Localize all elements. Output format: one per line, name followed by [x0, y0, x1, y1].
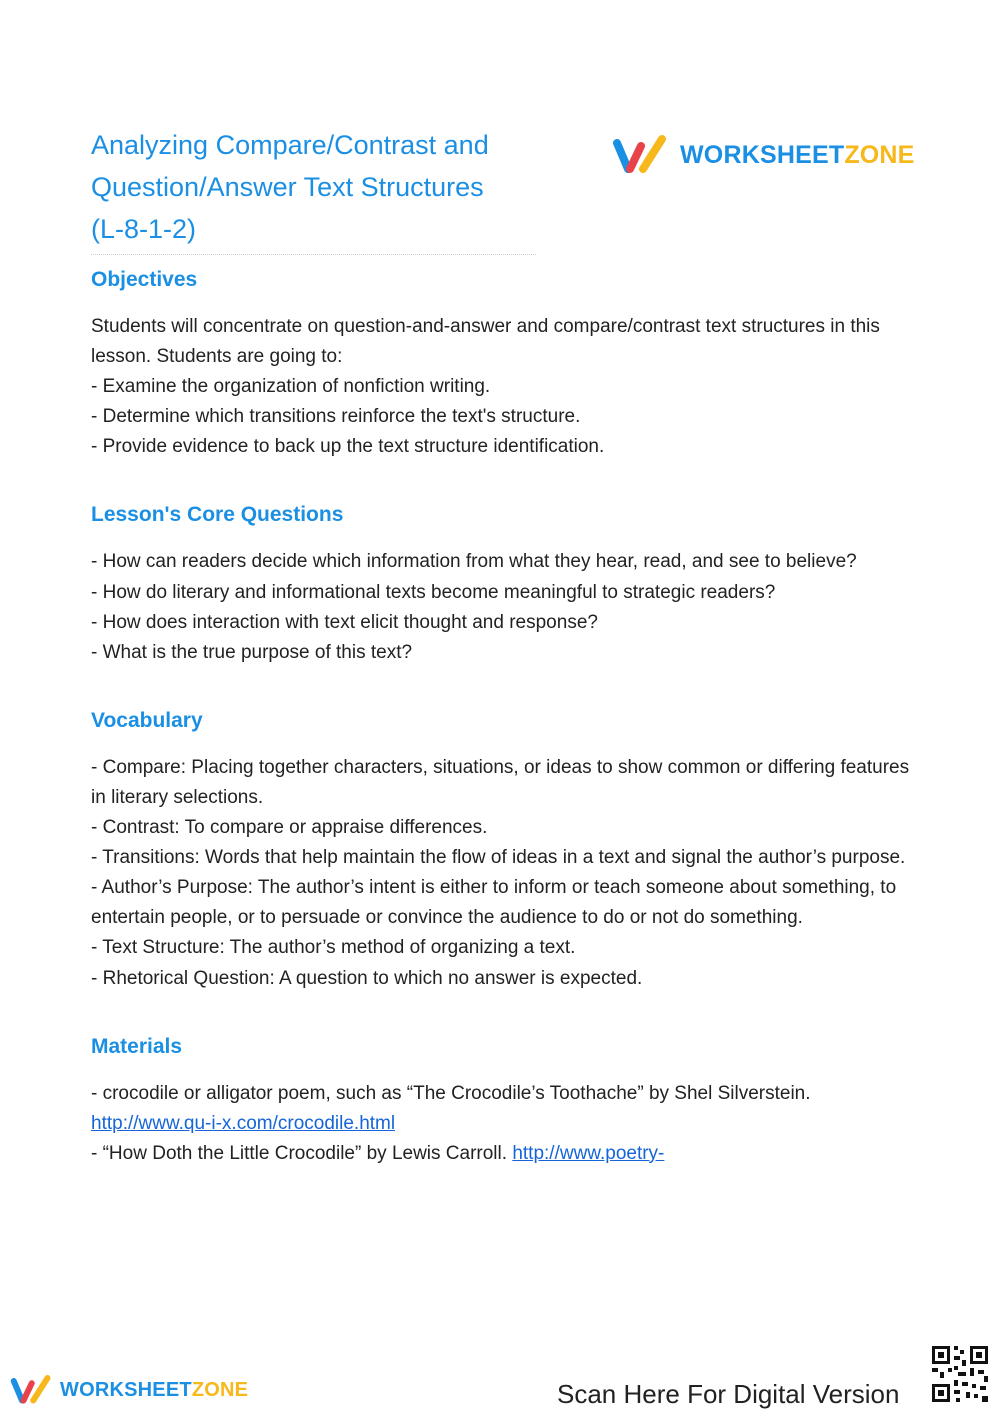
- objective-item: - Provide evidence to back up the text structure identification.: [91, 436, 605, 458]
- objective-item: - Examine the organization of nonfiction writing.: [91, 376, 491, 398]
- material-item-2-link[interactable]: http://www.poetry-: [512, 1142, 665, 1164]
- logo-w-icon: [612, 134, 668, 176]
- page-title: [91, 124, 536, 255]
- vocabulary-item: - Compare: Placing together characters, situations, or ideas to show common or differing features in literary selections.: [91, 756, 910, 808]
- material-item: [91, 1079, 921, 1139]
- title-line-1: Analyzing Compare/Contrast and: [91, 130, 489, 160]
- main-content: [91, 262, 921, 1169]
- vocabulary-item: - Author’s Purpose: The author’s intent is either to inform or teach someone about something, to entertain people, or to persuade or convince the audience to do or not do something.: [91, 877, 897, 929]
- logo-wordmark: [680, 141, 915, 170]
- objective-item: - Determine which transitions reinforce the text's structure.: [91, 406, 581, 428]
- worksheetzone-logo: [612, 134, 915, 176]
- footer-logo-w-icon: [10, 1374, 52, 1406]
- objectives-intro: Students will concentrate on question-and-answer and compare/contrast text structures in this lesson. Students are going to:: [91, 316, 880, 368]
- objectives-heading: Objectives: [91, 268, 198, 291]
- vocabulary-item: - Contrast: To compare or appraise differences.: [91, 817, 488, 839]
- vocabulary-heading: Vocabulary: [91, 708, 203, 732]
- scan-caption: Scan Here For Digital Version: [557, 1379, 900, 1409]
- core-question-item: - How can readers decide which information from what they hear, read, and see to believe?: [91, 551, 857, 573]
- material-item-1-text: - crocodile or alligator poem, such as “The Crocodile’s Toothache” by Shel Silverstein.: [91, 1082, 811, 1104]
- footer-logo-word-1: WORKSHEET: [60, 1378, 192, 1401]
- core-questions-body: [91, 547, 921, 667]
- core-questions-heading: Lesson's Core Questions: [91, 503, 344, 527]
- material-item: [91, 1139, 921, 1169]
- vocabulary-item: - Text Structure: The author’s method of organizing a text.: [91, 937, 576, 959]
- materials-heading: Materials: [91, 1034, 183, 1058]
- vocabulary-item: - Transitions: Words that help maintain the flow of ideas in a text and signal the author’s purpose.: [91, 847, 906, 869]
- footer-logo: [10, 1374, 248, 1406]
- materials-body: [91, 1079, 921, 1169]
- material-item-1-link[interactable]: http://www.qu-i-x.com/crocodile.html: [91, 1112, 396, 1134]
- qr-code-icon[interactable]: [926, 1340, 994, 1408]
- title-line-3: (L-8-1-2): [91, 214, 197, 244]
- core-question-item: - What is the true purpose of this text?: [91, 641, 413, 663]
- vocabulary-body: [91, 753, 921, 994]
- material-item-2-text: - “How Doth the Little Crocodile” by Lewis Carroll.: [91, 1142, 508, 1164]
- logo-word-2: ZONE: [844, 140, 915, 169]
- core-question-item: - How do literary and informational texts become meaningful to strategic readers?: [91, 581, 776, 603]
- core-question-item: - How does interaction with text elicit thought and response?: [91, 611, 598, 633]
- objectives-body: [91, 312, 921, 462]
- footer-logo-wordmark: [60, 1379, 248, 1402]
- vocabulary-item: - Rhetorical Question: A question to which no answer is expected.: [91, 967, 643, 989]
- logo-word-1: WORKSHEET: [680, 140, 845, 169]
- title-line-2: Question/Answer Text Structures: [91, 172, 484, 202]
- footer-logo-word-2: ZONE: [191, 1378, 249, 1401]
